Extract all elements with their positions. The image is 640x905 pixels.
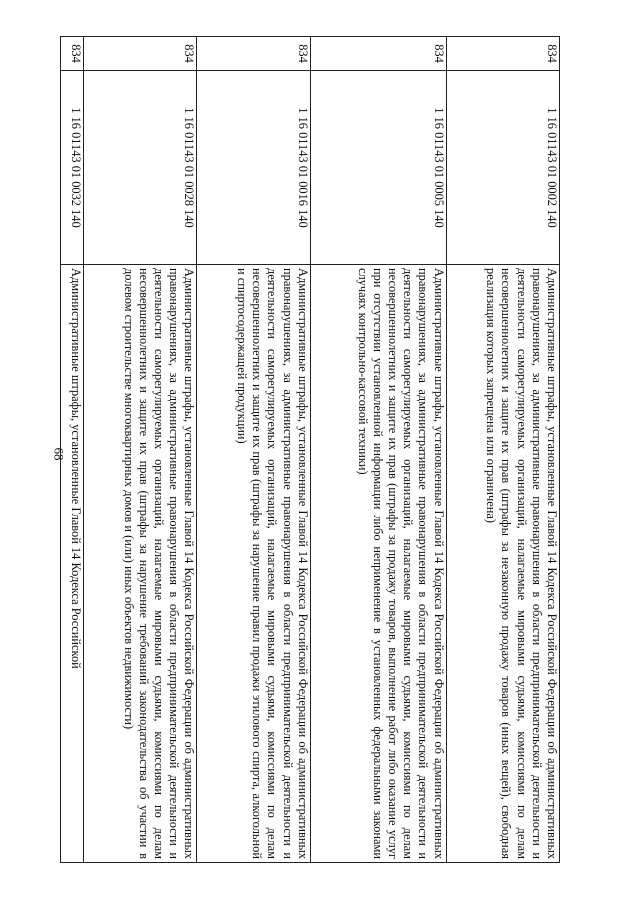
kbk-code-cell: 1 16 01143 01 0032 140 [61,71,84,265]
budget-classification-table [60,36,560,863]
table-row [84,37,197,863]
description-cell: Административные штрафы, установленные Главой 14 Кодекса Российской Федерации об административных правонарушениях, за административные правонарушения в области предпринимательской деятельности и деятельности саморегулируемых организаций, налагаемые мировыми судьями, комиссиями по делам несовершеннолетних и защите их прав (штрафы за незаконную продажу товаров (иных вещей), свободная реализация которых запрещена или ограничена) [446,265,559,863]
kbk-code-cell: 1 16 01143 01 0028 140 [84,71,197,265]
admin-code-cell: 834 [61,37,84,71]
rotated-page-content [60,36,560,862]
description-cell: Административные штрафы, установленные Главой 14 Кодекса Российской Федерации об административных правонарушениях, за административные правонарушения в области предпринимательской деятельности и деятельности саморегулируемых организаций, налагаемые мировыми судьями, комиссиями по делам несовершеннолетних и защите их прав (штрафы за нарушение правил продажи этилового спирта, алкогольной и спиртосодержащей продукции) [197,265,310,863]
description-cell: Административные штрафы, установленные Главой 14 Кодекса Российской Федерации об административных правонарушениях, за административные правонарушения в области предпринимательской деятельности и деятельности саморегулируемых организаций, налагаемые мировыми судьями, комиссиями по делам несовершеннолетних и защите их прав (штрафы за нарушение требований законодательства об участии в долевом строительстве многоквартирных домов и (или) иных объектов недвижимости) [84,265,197,863]
admin-code-cell: 834 [84,37,197,71]
table-row [310,37,446,863]
kbk-code-cell: 1 16 01143 01 0005 140 [310,71,446,265]
kbk-code-cell: 1 16 01143 01 0016 140 [197,71,310,265]
admin-code-cell: 834 [310,37,446,71]
table-row [61,37,84,863]
table-row [197,37,310,863]
page-number: 68 [51,447,67,461]
description-cell: Административные штрафы, установленные Главой 14 Кодекса Российской Федерации об административных правонарушениях, за административные правонарушения в области предпринимательской деятельности и деятельности саморегулируемых организаций, налагаемые мировыми судьями, комиссиями по делам несовершеннолетних и защите их прав (штрафы за продажу товаров, выполнение работ либо оказание услуг при отсутствии установленной информации либо неприменение в установленных федеральными законами случаях контрольно-кассовой техники) [310,265,446,863]
table-row [446,37,559,863]
description-cell: Административные штрафы, установленные Главой 14 Кодекса Российской [61,265,84,863]
kbk-code-cell: 1 16 01143 01 0002 140 [446,71,559,265]
admin-code-cell: 834 [197,37,310,71]
admin-code-cell: 834 [446,37,559,71]
